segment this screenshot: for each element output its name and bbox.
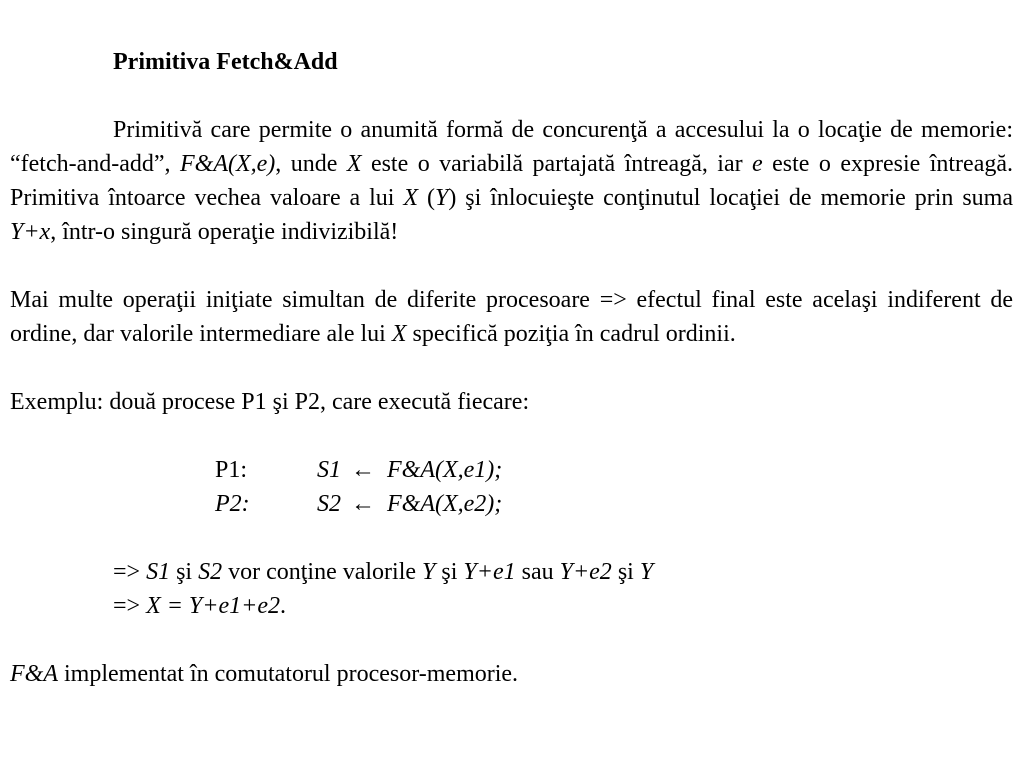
spacer [10, 79, 1013, 113]
para1-run: e [752, 151, 763, 177]
example-intro: Exemplu: două procese P1 şi P2, care execută fiecare: [10, 389, 530, 415]
closing-run: implementat în comutatorul procesor-memorie. [58, 661, 519, 687]
code-rhs-p2: F&A(X,e2); [387, 491, 503, 517]
result2-run: => [113, 593, 147, 619]
result1-run: sau [515, 559, 560, 585]
para1-run: , într-o singură operaţie indivizibilă! [50, 219, 399, 245]
spacer [10, 351, 1013, 385]
para1-run: ) şi înlocuieşte conţinutul locaţiei de memorie prin suma [448, 185, 1013, 211]
code-line-p1 [10, 453, 1013, 487]
result1-run: şi [435, 559, 464, 585]
result1-run: şi [170, 559, 199, 585]
para1-run: este o variabilă partajată întreagă, iar [361, 151, 753, 177]
code-label-p1: P1: [215, 457, 248, 483]
code-lhs-p2: S2 [317, 491, 341, 517]
spacer [10, 419, 1013, 453]
result1-run: Y [639, 559, 654, 585]
result1-run: vor conţine valorile [222, 559, 423, 585]
paragraph-concurrency [10, 283, 1013, 351]
result1-run: şi [611, 559, 640, 585]
result2-run: X = Y+e1+e2 [146, 593, 280, 619]
closing-run: F&A [10, 661, 58, 687]
para1-run: X [403, 185, 419, 211]
result2-run: . [279, 593, 286, 619]
paragraph-definition [10, 113, 1013, 249]
result-line-final [113, 589, 1013, 623]
result1-run: S2 [198, 559, 223, 585]
para1-run: Y [435, 185, 449, 211]
document-page [10, 45, 1013, 691]
code-rhs-p1: F&A(X,e1); [387, 457, 503, 483]
para2-run: specifică poziţia în cadrul ordinii. [406, 321, 736, 347]
result1-run: Y+e1 [463, 559, 516, 585]
left-arrow-icon: ← [351, 491, 375, 517]
code-expr-p1 [317, 453, 502, 487]
code-line-p2 [10, 487, 1013, 521]
para2-run: X [391, 321, 407, 347]
closing-note [10, 657, 1013, 691]
para1-run: , unde [275, 151, 347, 177]
page-title: Primitiva Fetch&Add [113, 49, 338, 75]
para1-run: ( [418, 185, 435, 211]
spacer [10, 623, 1013, 657]
result1-run: => [113, 559, 147, 585]
left-arrow-icon: ← [351, 457, 375, 483]
para1-run: este o expresie întreagă. Primitiva întoarce vechea valoare a lui [10, 151, 1013, 211]
para1-run: X [346, 151, 362, 177]
result1-run: Y [422, 559, 436, 585]
para1-run: F&A(X,e) [180, 151, 276, 177]
code-label-p2: P2: [215, 491, 250, 517]
code-expr-p2 [317, 487, 502, 521]
para2-run: Mai multe operaţii iniţiate simultan de diferite procesoare => efectul final este acelaşi indiferent de ordine, dar valorile intermediare ale lui [10, 287, 1013, 347]
result1-run: Y+e2 [559, 559, 612, 585]
spacer [10, 249, 1013, 283]
para1-run: Primitivă care permite o anumită formă de concurenţă a accesului la o locaţie de memorie: “fetch-and-add”, [10, 117, 1013, 177]
spacer [10, 521, 1013, 555]
code-lhs-p1: S1 [317, 457, 341, 483]
result1-run: S1 [146, 559, 171, 585]
result-line-values [113, 555, 1013, 589]
para1-run: Y+x [10, 219, 51, 245]
